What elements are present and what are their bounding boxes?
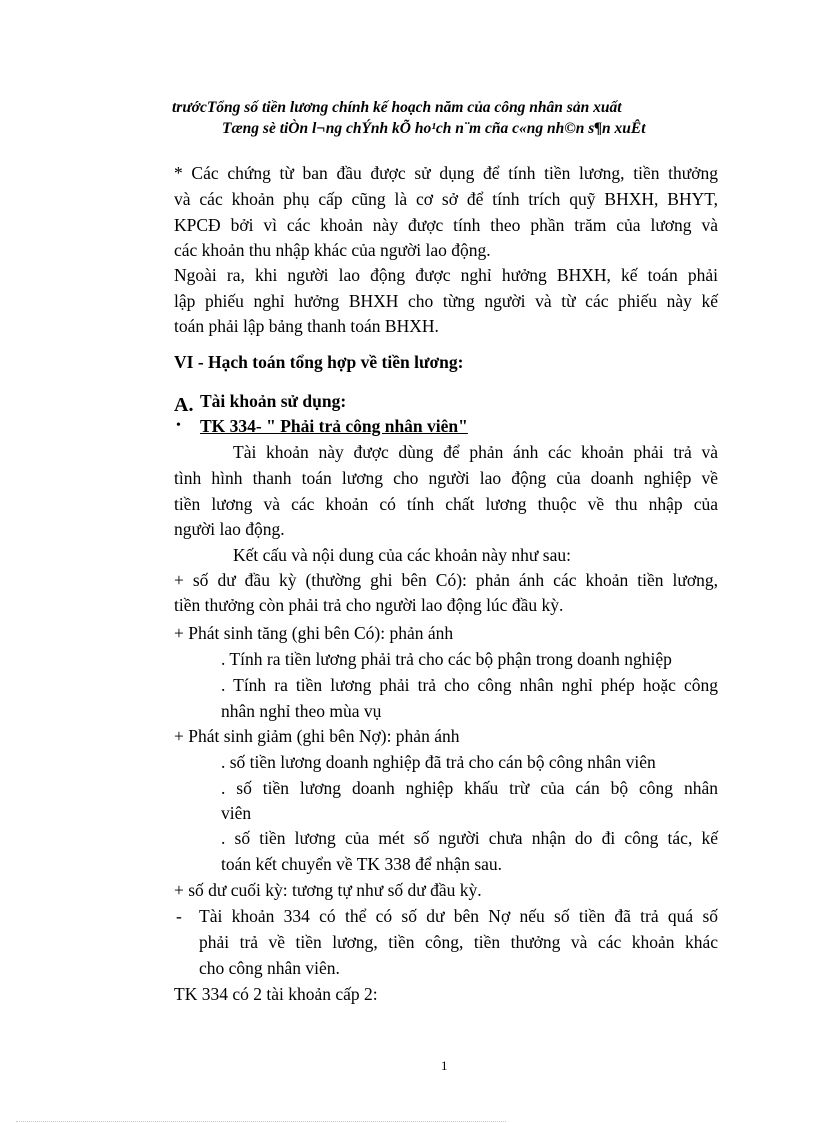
debit-note-line: phải trả về tiền lương, tiền công, tiền thưởng và các khoản khác	[199, 932, 718, 952]
header-line-unicode: trướcTổng số tiền lương chính kế hoạch năm của công nhân sản xuất	[172, 99, 622, 116]
section-heading: VI - Hạch toán tổng hợp về tiền lương:	[174, 352, 464, 372]
decrease-item: viên	[221, 803, 252, 823]
paragraph-line: người lao động.	[174, 519, 285, 539]
paragraph-line: Tài khoản này được dùng để phản ánh các khoản phải trả và	[233, 442, 718, 462]
paragraph-line: tiền lương và các khoản có tính chất lương thuộc về thu nhập của	[174, 494, 718, 514]
dash-bullet-icon: -	[176, 906, 182, 926]
decrease-item: toán kết chuyển về TK 338 để nhận sau.	[221, 854, 503, 874]
opening-balance-line: + số dư đầu kỳ (thường ghi bên Có): phản ánh các khoản tiền lương,	[174, 570, 718, 590]
increase-item: . Tính ra tiền lương phải trả cho các bộ phận trong doanh nghiệp	[221, 649, 672, 669]
account-title: TK 334- " Phải trả công nhân viên"	[200, 416, 468, 436]
decrease-item: . số tiền lương doanh nghiệp khấu trừ của cán bộ công nhân	[221, 778, 718, 798]
increase-heading: + Phát sinh tăng (ghi bên Có): phản ánh	[174, 623, 454, 643]
header-line-legacy-encoding: Tæng sè tiÒn l¬ng chÝnh kÕ ho¹ch n¨m cña c«ng nh©n s¶n xuÊt	[222, 120, 646, 137]
decrease-item: . số tiền lương doanh nghiệp đã trả cho cán bộ công nhân viên	[221, 752, 656, 772]
subsection-letter: A.	[174, 394, 194, 416]
paragraph-line: Ngoài ra, khi người lao động được nghỉ hưởng BHXH, kế toán phải	[174, 265, 718, 285]
increase-item: nhân nghỉ theo mùa vụ	[221, 701, 382, 721]
subsection-title: Tài khoản sử dụng:	[200, 391, 347, 411]
decrease-item: . số tiền lương của mét số người chưa nhận do đi công tác, kế	[221, 828, 718, 848]
paragraph-line: lập phiếu nghỉ hưởng BHXH cho từng người và từ các phiếu này kế	[174, 291, 718, 311]
paragraph-line: KPCĐ bởi vì các khoản này được tính theo phần trăm của lương và	[174, 215, 718, 235]
page-number: 1	[441, 1058, 448, 1073]
opening-balance-line: tiền thưởng còn phải trả cho người lao động lúc đầu kỳ.	[174, 595, 564, 615]
paragraph-line: tình hình thanh toán lương cho người lao động của doanh nghiệp về	[174, 468, 718, 488]
decrease-heading: + Phát sinh giảm (ghi bên Nợ): phản ánh	[174, 726, 460, 746]
debit-note-line: cho công nhân viên.	[199, 958, 340, 978]
paragraph-line: các khoản thu nhập khác của người lao động.	[174, 240, 491, 260]
paragraph-line: và các khoản phụ cấp cũng là cơ sở để tính trích quỹ BHXH, BHYT,	[174, 189, 718, 209]
paragraph-line: toán phải lập bảng thanh toán BHXH.	[174, 316, 439, 336]
structure-intro: Kết cấu và nội dung của các khoản này như sau:	[233, 545, 571, 565]
page-bottom-divider	[16, 1121, 506, 1122]
paragraph-line: * Các chứng từ ban đầu được sử dụng để tính tiền lương, tiền thưởng	[174, 163, 718, 183]
debit-note-line: Tài khoản 334 có thể có số dư bên Nợ nếu số tiền đã trả quá số	[199, 906, 718, 926]
increase-item: . Tính ra tiền lương phải trả cho công nhân nghỉ phép hoặc công	[221, 675, 718, 695]
closing-balance: + số dư cuối kỳ: tương tự như số dư đầu kỳ.	[174, 880, 482, 900]
sub-accounts-line: TK 334 có 2 tài khoản cấp 2:	[174, 984, 378, 1004]
bullet-icon: •	[176, 418, 181, 433]
